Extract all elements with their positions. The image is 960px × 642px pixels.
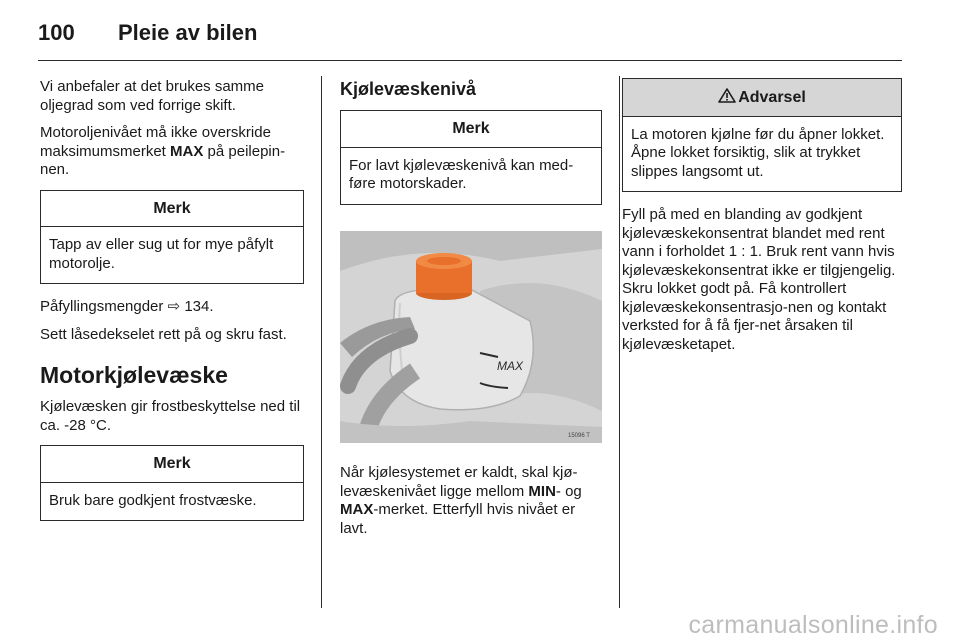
paragraph-fill-mixture: Fyll på med en blanding av godkjent kjølevæskekonsentrat blandet med rent vann i forholdet 1 : 1. Bruk rent vann hvis kjølevæskekonsentrat ikke er tilgjengelig. Skru lokket godt på. Få kontrollert kjølevæskekonsentrasjo-nen og kontakt verksted for å få fjer-net årsaken til kjølevæsketapet.	[622, 206, 896, 353]
column-3	[622, 78, 902, 363]
warning-triangle-icon	[718, 88, 736, 103]
max-mark-label: MAX	[340, 501, 374, 518]
page-number: 100	[38, 20, 75, 45]
section-heading-coolant-level: Kjølevæskenivå	[340, 79, 477, 99]
column-1	[40, 78, 304, 535]
page-reference-arrow-icon: ⇨	[167, 298, 181, 315]
column-divider-1	[321, 76, 322, 608]
note-box-antifreeze	[40, 445, 304, 521]
coolant-reservoir-photo	[340, 231, 602, 443]
warning-text: La motoren kjølne før du åpner lokket. Åpne lokket forsiktig, slik at trykket slippes langsomt ut.	[631, 125, 885, 180]
paragraph-frost-protection: Kjølevæsken gir frostbeskyttelse ned til ca. -28 °C.	[40, 398, 301, 434]
warning-title: Advarsel	[623, 79, 901, 117]
image-code: 15096 T	[568, 432, 590, 439]
paragraph-lock-cover: Sett låsedekselet rett på og skru fast.	[40, 325, 287, 343]
paragraph-coolant-min-max: Når kjølesystemet er kaldt, skal kjø-levæskenivået ligge mellom MIN- og MAX-merket. Etterfyll hvis nivået er lavt.	[340, 464, 582, 537]
max-marking-label: MAX	[497, 358, 524, 373]
note-title: Merk	[41, 191, 303, 228]
column-divider-2	[619, 76, 620, 608]
note-title: Merk	[341, 111, 601, 148]
page-title: Pleie av bilen	[118, 20, 258, 45]
section-heading-coolant: Motorkjølevæske	[40, 362, 228, 388]
paragraph-fill-quantities: Påfyllingsmengder ⇨ 134.	[40, 298, 214, 315]
note-title: Merk	[41, 446, 303, 483]
watermark: carmanualsonline.info	[688, 611, 938, 639]
note-text: For lavt kjølevæskenivå kan med-føre motorskader.	[349, 156, 574, 192]
max-mark-label: MAX	[170, 142, 204, 160]
paragraph-oil-grade: Vi anbefaler at det brukes samme oljegrad som ved forrige skift.	[40, 78, 265, 114]
note-box-oil	[40, 190, 304, 285]
paragraph-oil-level: Motoroljenivået må ikke overskride maksimumsmerket MAX på peilepin-nen.	[40, 124, 286, 178]
note-text: Bruk bare godkjent frostvæske.	[49, 491, 257, 509]
warning-box	[622, 78, 902, 192]
note-text: Tapp av eller sug ut for mye påfylt motorolje.	[49, 236, 274, 272]
column-2	[340, 78, 602, 547]
header-rule	[38, 60, 902, 61]
note-box-coolant-level	[340, 110, 602, 205]
page-header	[38, 16, 257, 50]
min-mark-label: MIN	[528, 482, 556, 500]
